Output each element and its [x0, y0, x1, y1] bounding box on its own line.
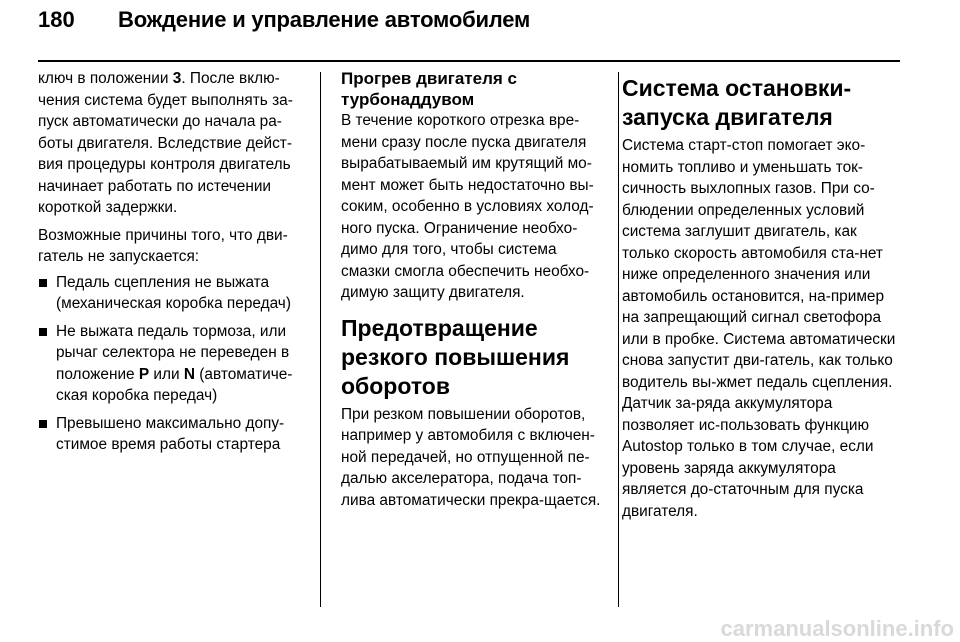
- subheading-turbo-warmup: Прогрев двигателя с турбонаддувом: [341, 69, 517, 109]
- paragraph-start-stop: Система старт-стоп помогает эко-номить топливо и уменьшать ток-сичность выхлопных газов. При со-блюдении определенных условий система заглушит двигатель, как только скорость автомобиля ста-нет ниже определенного значения или автомобиль остановится, на-пример на запрещающий сигнал светофора или в пробке. Система автоматически снова запустит дви-гатель, как только водитель вы-жмет педаль сцепления. Датчик за-ряда аккумулятора позволяет ис-пользовать функцию Autostop только в том случае, если уровень заряда аккумулятора является до-статочным для пуска двигателя.: [622, 137, 896, 520]
- list-item: [38, 272, 308, 315]
- list-item-text: Не выжата педаль тормоза, или рычаг селектора не переведен в положение: [56, 322, 290, 383]
- key-position-label: 3: [172, 70, 182, 87]
- bullet-icon: [39, 328, 47, 336]
- bullet-icon: [39, 420, 47, 428]
- column-divider-right: [618, 72, 619, 607]
- paragraph-turbo-warmup: В течение короткого отрезка вре-мени сразу после пуска двигателя вырабатываемый им крутящий мо-мент может быть недостаточно вы-соким, особенно в условиях холод-ного пуска. Ограничение необхо-димо для того, чтобы система смазки смогла обеспечить необхо-димую защиту двигателя.: [341, 112, 594, 301]
- watermark: carmanualsonline.info: [720, 616, 954, 641]
- list-item: [38, 321, 308, 407]
- list-item-text: или: [149, 365, 184, 383]
- column-middle: [341, 68, 603, 511]
- list-item: [38, 413, 308, 456]
- column-right: [622, 68, 902, 522]
- paragraph-start-continuation: [38, 68, 308, 219]
- page-number: 180: [38, 7, 75, 32]
- header-rule: [38, 60, 900, 62]
- heading-start-stop: Система остановки-запуска двигателя: [622, 75, 852, 130]
- list-item-text: (автоматиче-ская коробка передач): [56, 365, 293, 404]
- paragraph-reasons-intro: Возможные причины того, что дви-гатель не запускается:: [38, 226, 288, 265]
- column-divider-left: [320, 72, 321, 607]
- list-item-text: Педаль сцепления не выжата (механическая коробка передач): [56, 273, 291, 312]
- text-run: ключ в положении: [38, 70, 173, 87]
- column-left: [38, 68, 308, 462]
- gear-n-label: N: [183, 365, 196, 383]
- gear-p-label: P: [138, 365, 150, 383]
- heading-rev-limit: Предотвращение резкого повышения оборотов: [341, 314, 570, 399]
- paragraph-rev-limit: При резком повышении оборотов, например у автомобиля с включен-ной передачей, но отпущенной пе-далью акселератора, подача топ-лива автоматически прекра-щается.: [341, 405, 601, 509]
- text-run: . После вклю-чения система будет выполнять за-пуск автоматически до начала ра-боты двигателя. Вследствие дейст-вия процедуры контроля двигатель начинает работать по истечении короткой задержки.: [38, 70, 293, 216]
- bullet-icon: [39, 279, 47, 287]
- list-item-text: Превышено максимально допу-стимое время работы стартера: [56, 414, 285, 453]
- page-title: Вождение и управление автомобилем: [118, 7, 531, 32]
- reasons-list: [38, 272, 308, 456]
